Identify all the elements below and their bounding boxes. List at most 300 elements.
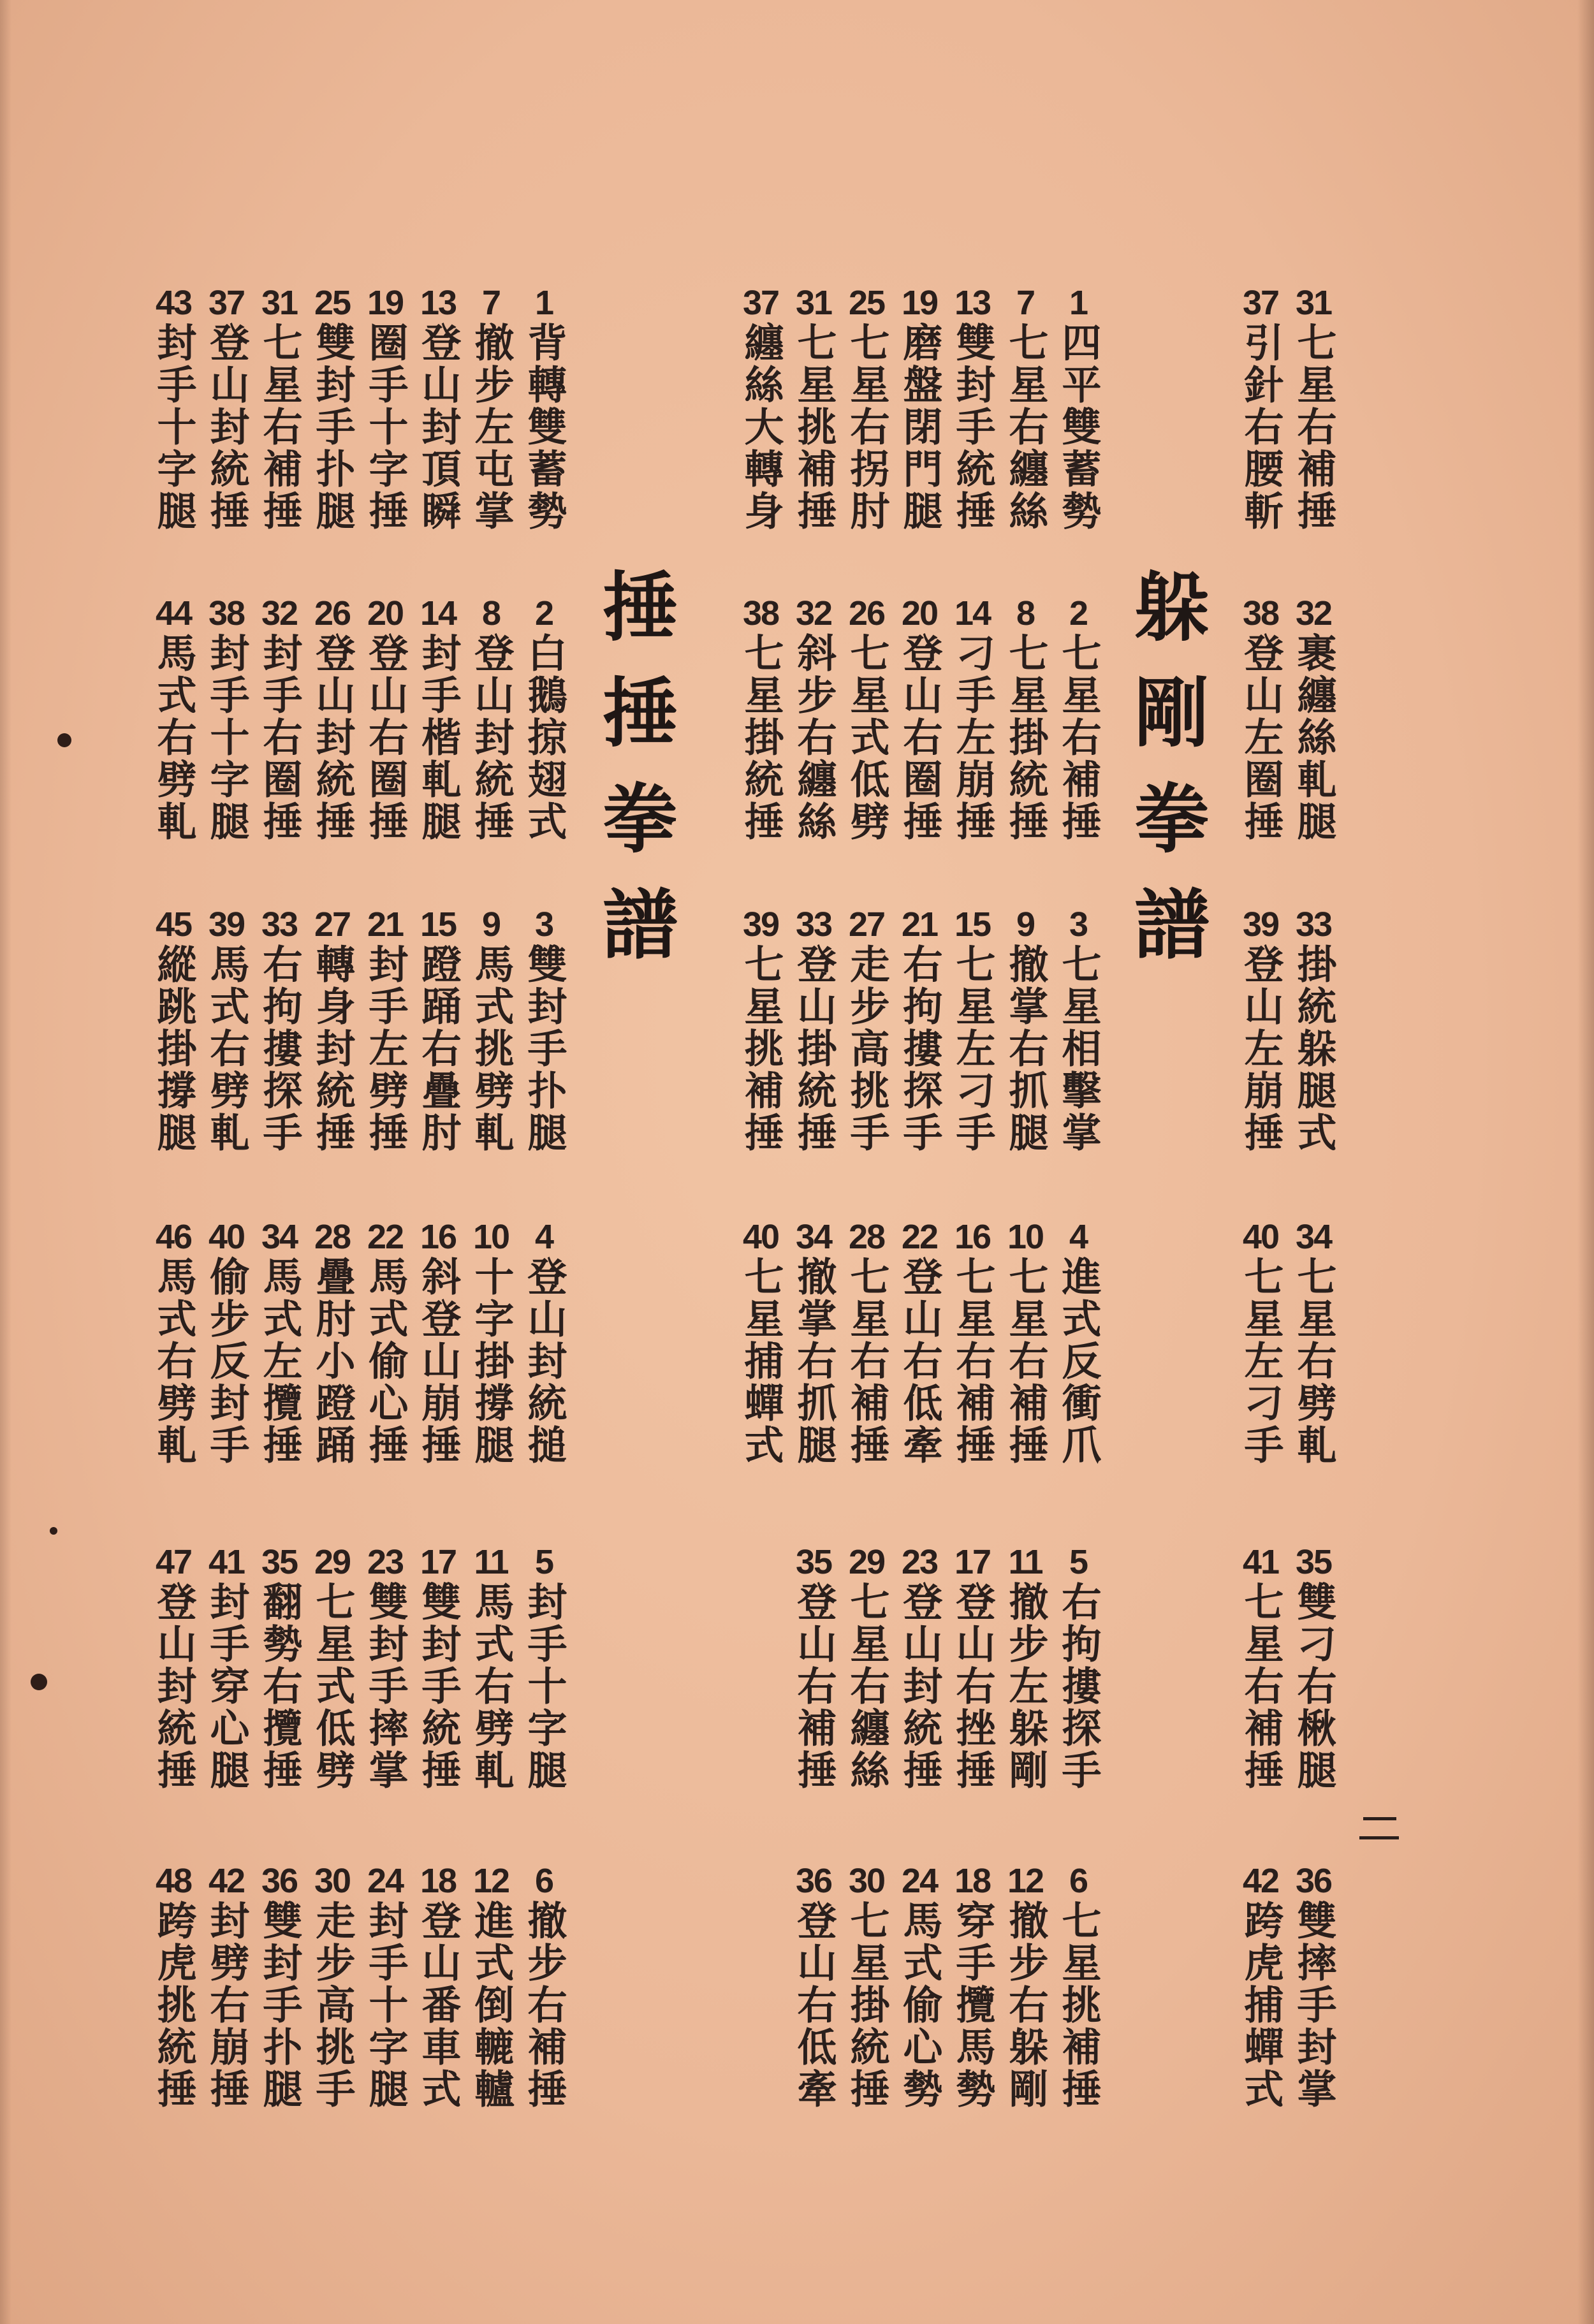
move-number: 32 — [795, 594, 832, 632]
move-name: 七星掛統捶 — [1002, 632, 1049, 843]
move-name: 登山封統捶 — [309, 632, 356, 843]
move-number: 37 — [1242, 284, 1279, 322]
section-title-chuichui: 捶捶拳譜 — [590, 567, 678, 991]
move-entry — [465, 1862, 516, 2110]
move-number: 37 — [742, 284, 779, 322]
move-name: 翻勢右攬捶 — [256, 1581, 303, 1792]
move-number: 8 — [1016, 594, 1035, 632]
move-entry — [201, 1862, 252, 2110]
move-number: 39 — [742, 905, 779, 944]
move-name: 登山掛統捶 — [791, 944, 837, 1154]
move-entry — [360, 594, 411, 843]
move-name: 圈手十字捶 — [362, 322, 409, 532]
page-right-shadow — [1577, 0, 1594, 2324]
move-number: 45 — [155, 905, 192, 944]
move-number: 2 — [534, 594, 553, 632]
move-name: 撤步右躲剛 — [1002, 1900, 1049, 2110]
move-entry — [788, 594, 839, 843]
move-number: 38 — [742, 594, 779, 632]
move-entry — [735, 594, 786, 843]
move-entry — [894, 1862, 945, 2110]
move-name: 七星右補捶 — [256, 322, 303, 532]
move-entry — [947, 284, 998, 532]
move-entry — [947, 1862, 998, 2110]
move-name: 磨盤閉門腿 — [896, 322, 943, 532]
move-entry — [788, 905, 839, 1154]
move-entry — [1000, 1218, 1051, 1466]
move-entry — [465, 1218, 516, 1466]
move-entry — [201, 594, 252, 843]
move-entry — [413, 905, 464, 1154]
move-entry — [735, 1218, 786, 1466]
move-entry — [841, 905, 892, 1154]
move-name: 撤步左屯掌 — [468, 322, 515, 532]
move-number: 13 — [420, 284, 457, 322]
move-name: 七星式低劈 — [844, 632, 890, 843]
move-name: 右拘摟探手 — [256, 944, 303, 1154]
move-entry — [788, 284, 839, 532]
move-entry — [1000, 1862, 1051, 2110]
move-number: 32 — [261, 594, 298, 632]
move-number: 37 — [208, 284, 245, 322]
move-name: 馬式右劈軋 — [150, 632, 197, 843]
move-name: 縱跳掛撐腿 — [150, 944, 197, 1154]
move-name: 登山封統搥 — [521, 1256, 567, 1466]
move-name: 七星左刁手 — [1238, 1256, 1284, 1466]
move-number: 31 — [795, 284, 832, 322]
move-number: 35 — [1295, 1543, 1332, 1581]
move-name: 雙封手扑腿 — [521, 944, 567, 1154]
move-name: 馬式挑劈軋 — [468, 944, 515, 1154]
move-name: 登山右挫捶 — [949, 1581, 996, 1792]
move-number: 22 — [901, 1218, 938, 1256]
move-entry — [148, 905, 199, 1154]
move-name: 登山左崩捶 — [1238, 944, 1284, 1154]
move-number: 16 — [954, 1218, 991, 1256]
move-entry — [1053, 1218, 1104, 1466]
move-name: 七星相擊掌 — [1055, 944, 1102, 1154]
move-number: 18 — [420, 1862, 457, 1900]
move-entry — [1235, 1218, 1286, 1466]
move-entry — [465, 1543, 516, 1792]
move-number: 15 — [420, 905, 457, 944]
move-name: 封手穿心腿 — [203, 1581, 250, 1792]
move-entry — [148, 1218, 199, 1466]
move-entry — [254, 594, 305, 843]
move-entry — [307, 1862, 358, 2110]
move-entry — [307, 284, 358, 532]
move-entry — [254, 1218, 305, 1466]
move-name: 封手右圈捶 — [256, 632, 303, 843]
move-name: 馬式偷心勢 — [896, 1900, 943, 2110]
move-number: 42 — [208, 1862, 245, 1900]
move-name: 雙封手扑腿 — [256, 1900, 303, 2110]
move-name: 進式反衝爪 — [1055, 1256, 1102, 1466]
move-entry — [1288, 905, 1339, 1154]
move-name: 進式倒轆轤 — [468, 1900, 515, 2110]
move-number: 39 — [1242, 905, 1279, 944]
binding-hole — [57, 733, 71, 747]
move-number: 33 — [1295, 905, 1332, 944]
move-number: 16 — [420, 1218, 457, 1256]
move-entry — [1000, 594, 1051, 843]
move-name: 跨虎挑統捶 — [150, 1900, 197, 2110]
move-name: 七星右補捶 — [1055, 632, 1102, 843]
move-entry — [254, 284, 305, 532]
move-name: 七星式低劈 — [309, 1581, 356, 1792]
page-number-stroke — [1359, 1836, 1399, 1839]
move-name: 轉身封統捶 — [309, 944, 356, 1154]
move-name: 登山右低牽 — [791, 1900, 837, 2110]
move-number: 34 — [1295, 1218, 1332, 1256]
move-number: 12 — [1007, 1862, 1044, 1900]
move-number: 11 — [1008, 1543, 1042, 1581]
move-entry — [1053, 284, 1104, 532]
move-entry — [465, 284, 516, 532]
move-entry — [1053, 1862, 1104, 2110]
move-entry — [413, 1218, 464, 1466]
move-number: 35 — [261, 1543, 298, 1581]
move-number: 6 — [534, 1862, 553, 1900]
move-name: 七星挑補捶 — [1055, 1900, 1102, 2110]
move-number: 36 — [261, 1862, 298, 1900]
move-entry — [1288, 1862, 1339, 2110]
move-number: 17 — [954, 1543, 991, 1581]
move-entry — [788, 1862, 839, 2110]
move-name: 登山左圈捶 — [1238, 632, 1284, 843]
move-name: 走步高挑手 — [309, 1900, 356, 2110]
move-number: 5 — [534, 1543, 553, 1581]
move-name: 右拘摟探手 — [1055, 1581, 1102, 1792]
move-number: 4 — [534, 1218, 553, 1256]
move-number: 27 — [314, 905, 351, 944]
move-entry — [254, 905, 305, 1154]
move-number: 28 — [314, 1218, 351, 1256]
move-name: 登山右圈捶 — [896, 632, 943, 843]
move-name: 馬式偷心捶 — [362, 1256, 409, 1466]
move-name: 七星右纏絲 — [1002, 322, 1049, 532]
move-entry — [841, 1543, 892, 1792]
move-entry — [894, 905, 945, 1154]
move-name: 撤掌右抓腿 — [791, 1256, 837, 1466]
move-number: 21 — [367, 905, 404, 944]
move-number: 19 — [367, 284, 404, 322]
move-entry — [1288, 1543, 1339, 1792]
move-name: 馬式左攬捶 — [256, 1256, 303, 1466]
move-number: 11 — [474, 1543, 508, 1581]
move-number: 36 — [795, 1862, 832, 1900]
move-number: 30 — [314, 1862, 351, 1900]
move-number: 3 — [534, 905, 553, 944]
move-number: 24 — [367, 1862, 404, 1900]
move-entry — [254, 1543, 305, 1792]
move-entry — [148, 1862, 199, 2110]
move-entry — [1235, 284, 1286, 532]
move-name: 登山右圈捶 — [362, 632, 409, 843]
move-entry — [360, 1218, 411, 1466]
move-number: 22 — [367, 1218, 404, 1256]
move-name: 蹬踊右疊肘 — [415, 944, 462, 1154]
move-entry — [518, 1543, 569, 1792]
move-name: 七星右纏絲 — [844, 1581, 890, 1792]
move-number: 28 — [848, 1218, 885, 1256]
move-name: 登山右補捶 — [791, 1581, 837, 1792]
move-entry — [518, 1862, 569, 2110]
move-number: 38 — [208, 594, 245, 632]
move-name: 馬式右劈軋 — [468, 1581, 515, 1792]
move-number: 47 — [155, 1543, 192, 1581]
move-name: 撤步右補捶 — [521, 1900, 567, 2110]
move-number: 43 — [155, 284, 192, 322]
move-name: 跨虎捕蟬式 — [1238, 1900, 1284, 2110]
move-entry — [518, 594, 569, 843]
move-name: 封手十字腿 — [521, 1581, 567, 1792]
move-name: 七星右補捶 — [1238, 1581, 1284, 1792]
move-name: 七星掛統捶 — [844, 1900, 890, 2110]
move-number: 33 — [795, 905, 832, 944]
move-name: 馬式右劈軋 — [203, 944, 250, 1154]
move-number: 42 — [1242, 1862, 1279, 1900]
move-entry — [894, 594, 945, 843]
move-entry — [788, 1543, 839, 1792]
move-number: 34 — [795, 1218, 832, 1256]
move-number: 2 — [1069, 594, 1088, 632]
move-entry — [788, 1218, 839, 1466]
move-entry — [307, 905, 358, 1154]
move-entry — [894, 1543, 945, 1792]
move-number: 1 — [534, 284, 553, 322]
move-entry — [841, 284, 892, 532]
move-number: 34 — [261, 1218, 298, 1256]
move-name: 七星掛統捶 — [738, 632, 784, 843]
move-name: 七星挑補捶 — [738, 944, 784, 1154]
move-entry — [1235, 594, 1286, 843]
move-entry — [1053, 594, 1104, 843]
move-entry — [148, 594, 199, 843]
move-entry — [307, 1218, 358, 1466]
page-left-shadow — [0, 0, 11, 2324]
move-entry — [465, 594, 516, 843]
move-name: 雙摔手封掌 — [1291, 1900, 1337, 2110]
move-entry — [307, 1543, 358, 1792]
move-entry — [360, 1862, 411, 2110]
move-entry — [465, 905, 516, 1154]
move-number: 24 — [901, 1862, 938, 1900]
section-title-duogang: 躲剛拳譜 — [1122, 567, 1210, 991]
move-number: 32 — [1295, 594, 1332, 632]
move-entry — [841, 1218, 892, 1466]
move-number: 20 — [901, 594, 938, 632]
move-entry — [1000, 1543, 1051, 1792]
move-number: 18 — [954, 1862, 991, 1900]
move-entry — [1288, 1218, 1339, 1466]
move-number: 36 — [1295, 1862, 1332, 1900]
move-number: 26 — [848, 594, 885, 632]
move-number: 19 — [901, 284, 938, 322]
move-entry — [307, 594, 358, 843]
move-entry — [947, 1218, 998, 1466]
move-number: 12 — [472, 1862, 509, 1900]
move-number: 21 — [901, 905, 938, 944]
move-number: 1 — [1069, 284, 1088, 322]
move-entry — [413, 284, 464, 532]
move-number: 7 — [481, 284, 501, 322]
move-entry — [1000, 284, 1051, 532]
move-entry — [1235, 1862, 1286, 2110]
move-entry — [413, 594, 464, 843]
move-number: 33 — [261, 905, 298, 944]
move-number: 7 — [1016, 284, 1035, 322]
page-number-stroke — [1363, 1817, 1396, 1820]
move-name: 七星右補捶 — [844, 1256, 890, 1466]
move-number: 14 — [420, 594, 457, 632]
move-number: 8 — [481, 594, 501, 632]
move-name: 右拘摟探手 — [896, 944, 943, 1154]
move-entry — [201, 1543, 252, 1792]
move-number: 41 — [208, 1543, 245, 1581]
move-entry — [518, 284, 569, 532]
move-number: 30 — [848, 1862, 885, 1900]
page-number — [1357, 1806, 1408, 1850]
move-name: 七星右補捶 — [1002, 1256, 1049, 1466]
move-number: 48 — [155, 1862, 192, 1900]
move-number: 29 — [848, 1543, 885, 1581]
move-name: 登山封統捶 — [203, 322, 250, 532]
move-number: 40 — [1242, 1218, 1279, 1256]
move-name: 馬式右劈軋 — [150, 1256, 197, 1466]
move-entry — [518, 1218, 569, 1466]
move-number: 9 — [1016, 905, 1035, 944]
move-entry — [1000, 905, 1051, 1154]
move-name: 登山封統捶 — [468, 632, 515, 843]
move-number: 38 — [1242, 594, 1279, 632]
move-number: 31 — [261, 284, 298, 322]
move-name: 雙封手統捶 — [949, 322, 996, 532]
move-number: 25 — [848, 284, 885, 322]
move-number: 15 — [954, 905, 991, 944]
move-entry — [148, 284, 199, 532]
move-number: 40 — [208, 1218, 245, 1256]
move-entry — [360, 284, 411, 532]
move-number: 17 — [420, 1543, 457, 1581]
move-name: 封手楷軋腿 — [415, 632, 462, 843]
move-name: 雙封手摔掌 — [362, 1581, 409, 1792]
move-entry — [735, 284, 786, 532]
move-name: 背轉雙蓄勢 — [521, 322, 567, 532]
move-name: 雙封手扑腿 — [309, 322, 356, 532]
move-number: 3 — [1069, 905, 1088, 944]
move-entry — [148, 1543, 199, 1792]
move-name: 斜登山崩捶 — [415, 1256, 462, 1466]
move-name: 撤掌右抓腿 — [1002, 944, 1049, 1154]
move-entry — [1053, 1543, 1104, 1792]
move-name: 登山番車式 — [415, 1900, 462, 2110]
move-number: 39 — [208, 905, 245, 944]
move-number: 23 — [901, 1543, 938, 1581]
move-name: 封手左劈捶 — [362, 944, 409, 1154]
move-entry — [947, 594, 998, 843]
move-name: 纏絲大轉身 — [738, 322, 784, 532]
binding-hole — [31, 1674, 47, 1690]
move-number: 4 — [1069, 1218, 1088, 1256]
move-number: 13 — [954, 284, 991, 322]
move-name: 斜步右纏絲 — [791, 632, 837, 843]
move-number: 35 — [795, 1543, 832, 1581]
move-name: 十字掛撐腿 — [468, 1256, 515, 1466]
move-number: 20 — [367, 594, 404, 632]
move-number: 26 — [314, 594, 351, 632]
move-number: 25 — [314, 284, 351, 322]
move-name: 白鵝掠翅式 — [521, 632, 567, 843]
move-name: 疊肘小蹬踊 — [309, 1256, 356, 1466]
move-name: 掛統躲腿式 — [1291, 944, 1337, 1154]
move-number: 31 — [1295, 284, 1332, 322]
move-number: 5 — [1069, 1543, 1088, 1581]
move-entry — [413, 1543, 464, 1792]
move-entry — [201, 1218, 252, 1466]
move-entry — [1235, 1543, 1286, 1792]
move-name: 走步高挑手 — [844, 944, 890, 1154]
move-name: 七星右補捶 — [1291, 322, 1337, 532]
move-entry — [413, 1862, 464, 2110]
move-name: 封手十字腿 — [203, 632, 250, 843]
move-number: 46 — [155, 1218, 192, 1256]
move-entry — [1288, 284, 1339, 532]
move-name: 引針右腰斬 — [1238, 322, 1284, 532]
move-number: 41 — [1242, 1543, 1279, 1581]
move-number: 40 — [742, 1218, 779, 1256]
move-name: 封劈右崩捶 — [203, 1900, 250, 2110]
move-name: 登山右低牽 — [896, 1256, 943, 1466]
move-number: 14 — [954, 594, 991, 632]
move-number: 10 — [1007, 1218, 1044, 1256]
move-entry — [360, 1543, 411, 1792]
move-name: 七星右補捶 — [949, 1256, 996, 1466]
move-number: 27 — [848, 905, 885, 944]
move-name: 偷步反封手 — [203, 1256, 250, 1466]
move-name: 刁手左崩捶 — [949, 632, 996, 843]
move-entry — [735, 905, 786, 1154]
move-number: 10 — [472, 1218, 509, 1256]
move-entry — [201, 905, 252, 1154]
binding-hole — [50, 1527, 57, 1535]
move-number: 44 — [155, 594, 192, 632]
move-name: 雙刁右楸腿 — [1291, 1581, 1337, 1792]
move-entry — [1053, 905, 1104, 1154]
move-name: 登山封統捶 — [896, 1581, 943, 1792]
move-name: 封手十字腿 — [150, 322, 197, 532]
move-name: 穿手攬馬勢 — [949, 1900, 996, 2110]
move-number: 23 — [367, 1543, 404, 1581]
move-name: 四平雙蓄勢 — [1055, 322, 1102, 532]
move-name: 七星右拐肘 — [844, 322, 890, 532]
move-name: 七星左刁手 — [949, 944, 996, 1154]
move-number: 29 — [314, 1543, 351, 1581]
move-entry — [894, 284, 945, 532]
move-name: 撤步左躲剛 — [1002, 1581, 1049, 1792]
move-entry — [360, 905, 411, 1154]
move-name: 七星挑補捶 — [791, 322, 837, 532]
move-name: 七星右劈軋 — [1291, 1256, 1337, 1466]
move-entry — [254, 1862, 305, 2110]
move-number: 6 — [1069, 1862, 1088, 1900]
move-entry — [894, 1218, 945, 1466]
move-entry — [518, 905, 569, 1154]
move-entry — [947, 1543, 998, 1792]
move-entry — [1288, 594, 1339, 843]
move-entry — [1235, 905, 1286, 1154]
move-name: 封手十字腿 — [362, 1900, 409, 2110]
